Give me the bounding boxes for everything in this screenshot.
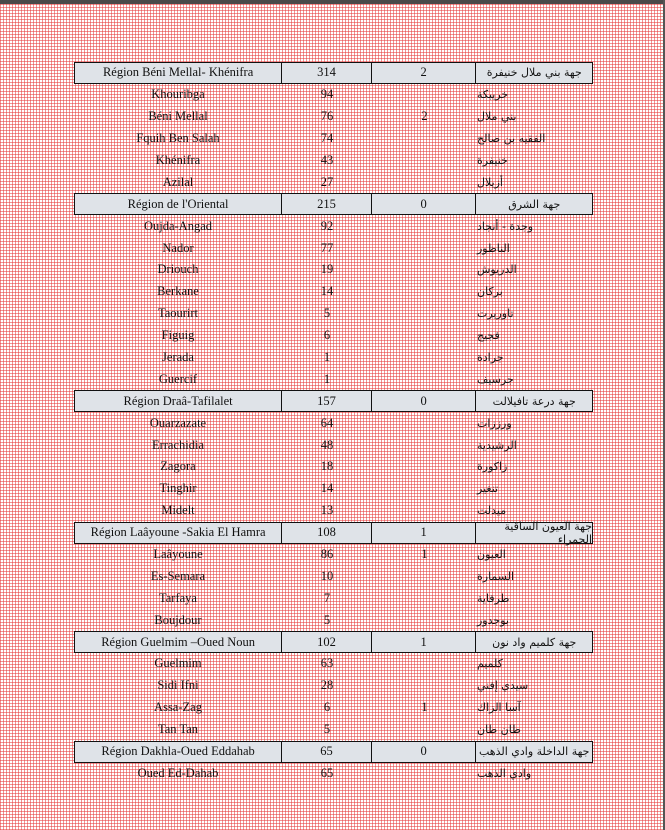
region-header-row xyxy=(74,519,593,546)
province-name-arabic: طان طان xyxy=(477,723,521,737)
province-name: Guelmim xyxy=(154,656,202,671)
province-count: 28 xyxy=(320,678,334,693)
province-count: 94 xyxy=(320,87,334,102)
province-count: 64 xyxy=(320,415,334,430)
region-count: 108 xyxy=(282,523,372,543)
province-name-arabic: ورززات xyxy=(477,416,512,430)
province-name-arabic: تاوريرت xyxy=(477,307,514,321)
province-name: Midelt xyxy=(161,503,195,518)
province-name-arabic: خريبكة xyxy=(477,88,509,102)
province-row xyxy=(74,434,593,456)
province-row xyxy=(74,456,593,478)
province-row xyxy=(74,303,593,325)
province-row xyxy=(74,763,593,785)
province-row xyxy=(74,412,593,434)
region-name: Région Draâ-Tafilalet xyxy=(75,391,282,411)
province-row xyxy=(74,653,593,675)
province-row xyxy=(74,325,593,347)
province-row xyxy=(74,544,593,566)
region-name: Région Guelmim –Oued Noun xyxy=(75,632,282,652)
province-name: Boujdour xyxy=(154,612,202,627)
province-name: Guercif xyxy=(158,371,198,386)
province-row xyxy=(74,171,593,193)
province-name-arabic: الدريوش xyxy=(477,263,517,277)
region-extra-value: 1 xyxy=(372,632,477,652)
province-name: Driouch xyxy=(157,262,199,277)
province-name: Zagora xyxy=(160,459,196,474)
province-name-arabic: خنيفرة xyxy=(477,154,508,167)
province-count: 14 xyxy=(320,284,334,299)
province-name: Assa-Zag xyxy=(154,700,202,715)
province-name-arabic: آسا الزاك xyxy=(477,701,521,715)
region-count: 314 xyxy=(282,63,372,83)
region-header-row xyxy=(74,193,593,215)
province-count: 65 xyxy=(320,765,334,780)
region-name: Région de l'Oriental xyxy=(75,194,282,214)
region-count: 102 xyxy=(282,632,372,652)
province-count: 10 xyxy=(320,568,334,583)
province-row xyxy=(74,675,593,697)
province-name: Tan Tan xyxy=(157,722,199,737)
province-row xyxy=(74,478,593,500)
province-name-arabic: سيدي إفني xyxy=(477,679,529,693)
region-name-arabic: جهة الداخلة وادي الذهب xyxy=(478,745,590,759)
province-count: 1 xyxy=(323,371,331,386)
province-name-arabic: جرادة xyxy=(477,351,504,365)
province-row xyxy=(74,500,593,522)
province-name: Fquih Ben Salah xyxy=(136,131,220,146)
province-row xyxy=(74,565,593,587)
province-name-arabic: بني ملال xyxy=(477,110,517,124)
region-name-arabic: جهة العيون الساقية الحمراء xyxy=(504,519,592,546)
province-row xyxy=(74,587,593,609)
region-header-row xyxy=(74,62,593,84)
province-name-arabic: فجيج xyxy=(477,329,500,343)
province-name: Oued Ed-Dahab xyxy=(137,765,219,780)
province-name: Es-Semara xyxy=(150,568,206,583)
province-row xyxy=(74,215,593,237)
province-extra-value: 1 xyxy=(421,547,428,562)
region-header-row xyxy=(74,631,593,653)
province-row xyxy=(74,150,593,172)
province-name-arabic: أزيلال xyxy=(477,175,503,189)
province-name-arabic: الناظور xyxy=(477,241,510,255)
window-top-bar xyxy=(0,0,665,4)
province-row xyxy=(74,368,593,390)
province-row xyxy=(74,609,593,631)
province-name: Taourirt xyxy=(157,306,199,321)
province-name-arabic: بوجدور xyxy=(477,613,509,627)
province-count: 19 xyxy=(320,262,334,277)
province-name-arabic: ميدلت xyxy=(477,504,507,518)
province-name-arabic: وجدة - أنجاد xyxy=(477,219,534,233)
region-name-arabic: جهة كلميم واد نون xyxy=(492,635,577,649)
region-name-arabic: جهة درعة تافيلالت xyxy=(492,394,576,408)
province-count: 5 xyxy=(323,612,331,627)
province-extra-value: 2 xyxy=(421,109,428,124)
province-name: Oujda-Angad xyxy=(143,218,213,233)
province-count: 74 xyxy=(320,131,334,146)
province-row xyxy=(74,128,593,150)
province-count: 18 xyxy=(320,459,334,474)
region-extra-value: 0 xyxy=(372,194,477,214)
province-count: 13 xyxy=(320,503,334,518)
region-name-arabic: جهة الشرق xyxy=(508,197,561,211)
region-count: 215 xyxy=(282,194,372,214)
region-extra-value: 1 xyxy=(372,523,477,543)
province-name-arabic: الرشيدية xyxy=(477,438,517,452)
province-count: 7 xyxy=(323,590,331,605)
province-name-arabic: السمارة xyxy=(477,569,515,583)
province-count: 6 xyxy=(323,700,331,715)
province-count: 6 xyxy=(323,328,331,343)
province-row xyxy=(74,259,593,281)
province-name: Béni Mellal xyxy=(148,109,208,124)
province-name-arabic: جرسيف xyxy=(477,372,514,386)
province-name-arabic: تنغير xyxy=(477,482,499,496)
province-name: Nador xyxy=(162,240,194,255)
province-row xyxy=(74,719,593,741)
province-count: 14 xyxy=(320,481,334,496)
region-count: 65 xyxy=(282,742,372,762)
province-name: Laâyoune xyxy=(153,547,203,562)
region-name: Région Laâyoune -Sakia El Hamra xyxy=(75,523,282,543)
province-count: 76 xyxy=(320,109,334,124)
province-count: 86 xyxy=(320,547,334,562)
province-name-arabic: وادي الذهب xyxy=(477,766,532,780)
region-header-row xyxy=(74,390,593,412)
province-name: Errachidia xyxy=(151,437,205,452)
province-name: Tarfaya xyxy=(159,590,197,605)
region-extra-value: 0 xyxy=(372,391,477,411)
province-count: 5 xyxy=(323,722,331,737)
province-name: Berkane xyxy=(157,284,199,299)
province-name-arabic: طرفاية xyxy=(477,591,510,605)
province-name-arabic: زاكورة xyxy=(477,460,508,474)
province-name: Khénifra xyxy=(155,153,201,167)
province-count: 63 xyxy=(320,656,334,671)
province-name: Ouarzazate xyxy=(149,415,207,430)
province-name: Tinghir xyxy=(159,481,197,496)
province-name: Azilal xyxy=(162,174,194,189)
province-name: Figuig xyxy=(161,328,195,343)
province-count: 5 xyxy=(323,306,331,321)
province-name: Khouribga xyxy=(151,87,205,102)
province-count: 77 xyxy=(320,240,334,255)
province-row xyxy=(74,347,593,369)
cases-by-region-table xyxy=(74,62,593,784)
province-row xyxy=(74,697,593,719)
region-count: 157 xyxy=(282,391,372,411)
province-count: 48 xyxy=(320,437,334,452)
province-name: Jerada xyxy=(162,350,194,365)
province-count: 43 xyxy=(320,153,334,167)
region-header-row xyxy=(74,741,593,763)
province-row xyxy=(74,237,593,259)
province-name: Sidi Ifni xyxy=(157,678,199,693)
province-name-arabic: كلميم xyxy=(477,657,503,671)
province-count: 92 xyxy=(320,218,334,233)
region-name: Région Béni Mellal- Khénifra xyxy=(75,63,282,83)
province-extra-value: 1 xyxy=(421,700,428,715)
province-count: 1 xyxy=(323,350,331,365)
province-name-arabic: العيون xyxy=(477,548,506,562)
region-name: Région Dakhla-Oued Eddahab xyxy=(75,742,282,762)
province-row xyxy=(74,106,593,128)
province-row xyxy=(74,84,593,106)
region-name-arabic: جهة بني ملال خنيفرة xyxy=(486,66,582,80)
province-count: 27 xyxy=(320,174,334,189)
region-extra-value: 0 xyxy=(372,742,477,762)
province-name-arabic: الفقيه بن صالح xyxy=(477,132,546,146)
province-name-arabic: بركان xyxy=(477,285,503,299)
region-extra-value: 2 xyxy=(372,63,477,83)
province-row xyxy=(74,281,593,303)
